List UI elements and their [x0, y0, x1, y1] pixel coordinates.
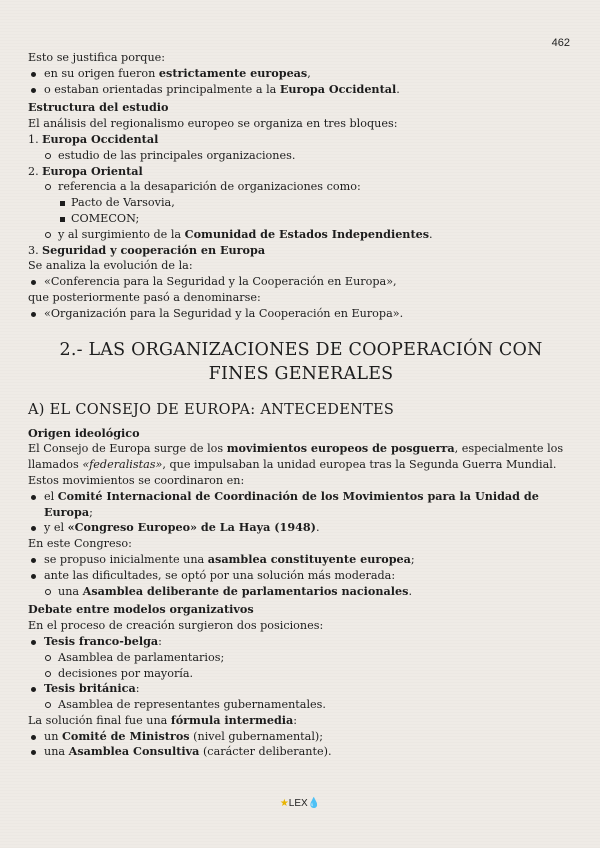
- subheading-debate: Debate entre modelos organizativos: [28, 602, 254, 617]
- sub-item: estudio de las principales organizaciones.: [28, 148, 574, 164]
- list-item: y el «Congreso Europeo» de La Haya (1948).: [28, 520, 574, 536]
- list-item: una Asamblea Consultiva (carácter deliberante).: [28, 744, 574, 760]
- footer-logo: [0, 798, 600, 809]
- paragraph: El Consejo de Europa surge de los movimientos europeos de posguerra, especialmente los llamados «federalistas», que impulsaban la unidad europea tras la Segunda Guerra Mundial.: [28, 441, 564, 472]
- list-item: el Comité Internacional de Coordinación de los Movimientos para la Unidad de Europa;: [28, 489, 574, 521]
- paragraph: La solución final fue una fórmula intermedia:: [28, 712, 298, 727]
- list-item: «Organización para la Seguridad y la Cooperación en Europa».: [28, 306, 574, 322]
- list-item: Tesis británica:: [28, 681, 574, 697]
- sub-item: Asamblea de representantes gubernamentales.: [28, 697, 574, 713]
- list-item: o estaban orientadas principalmente a la Europa Occidental.: [28, 82, 574, 98]
- numbered-item: 2. Europa Oriental: [28, 163, 143, 178]
- paragraph: Se analiza la evolución de la:: [28, 259, 193, 273]
- page-number: 462: [551, 37, 570, 49]
- sub-item: decisiones por mayoría.: [28, 666, 574, 682]
- drop-icon: 💧: [307, 798, 321, 809]
- paragraph: En el proceso de creación surgieron dos posiciones:: [28, 619, 324, 633]
- sub-sub-item: Pacto de Varsovia,: [28, 195, 574, 211]
- list-item: «Conferencia para la Seguridad y la Cooperación en Europa»,: [28, 274, 574, 290]
- paragraph: que posteriormente pasó a denominarse:: [28, 290, 261, 304]
- numbered-item: 3. Seguridad y cooperación en Europa: [28, 242, 266, 257]
- intro-line: Esto se justifica porque:: [28, 51, 166, 64]
- page-content: [28, 50, 574, 760]
- section-heading: A) EL CONSEJO DE EUROPA: ANTECEDENTES: [28, 401, 395, 418]
- subheading-origen: Origen ideológico: [28, 425, 140, 440]
- sub-item: Asamblea de parlamentarios;: [28, 650, 574, 666]
- paragraph: En este Congreso:: [28, 537, 132, 551]
- numbered-item: 1. Europa Occidental: [28, 131, 159, 146]
- sub-item: una Asamblea deliberante de parlamentarios nacionales.: [28, 584, 574, 600]
- footer-text: LEX: [288, 798, 308, 809]
- list-item: un Comité de Ministros (nivel gubernamental);: [28, 729, 574, 745]
- list-item: se propuso inicialmente una asamblea constituyente europea;: [28, 552, 574, 568]
- sub-item: referencia a la desaparición de organizaciones como:: [28, 179, 574, 195]
- subheading-estructura: Estructura del estudio: [28, 100, 169, 115]
- list-item: en su origen fueron estrictamente europeas,: [28, 66, 574, 82]
- star-icon: ★: [279, 798, 289, 809]
- sub-item: y al surgimiento de la Comunidad de Estados Independientes.: [28, 227, 574, 243]
- main-heading: 2.- LAS ORGANIZACIONES DE COOPERACIÓN CON FINES GENERALES: [59, 339, 543, 384]
- list-item: Tesis franco-belga:: [28, 634, 574, 650]
- list-item: ante las dificultades, se optó por una solución más moderada:: [28, 568, 574, 584]
- sub-sub-item: COMECON;: [28, 211, 574, 227]
- paragraph: El análisis del regionalismo europeo se organiza en tres bloques:: [28, 117, 398, 131]
- paragraph: Estos movimientos se coordinaron en:: [28, 473, 245, 487]
